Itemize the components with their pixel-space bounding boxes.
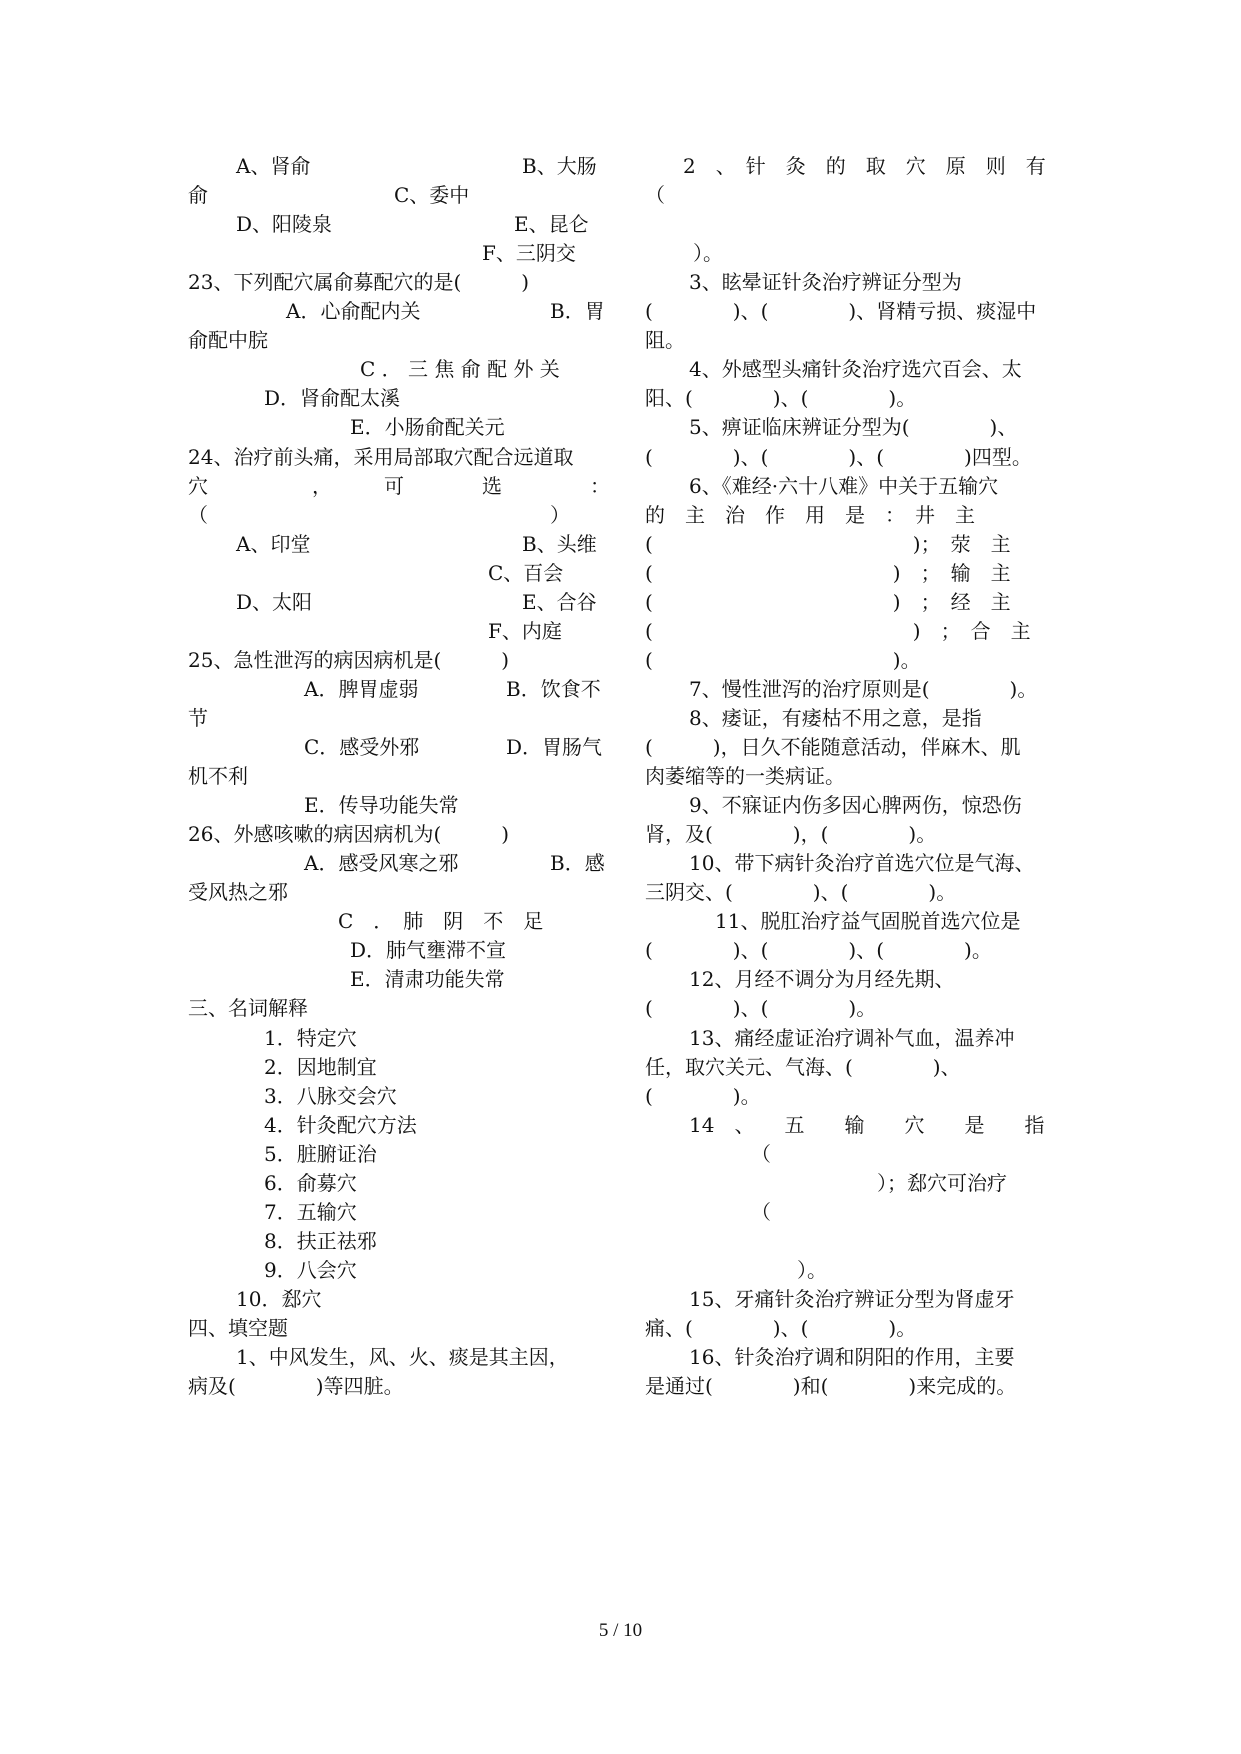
left-text-line: 5．脏腑证治	[264, 1141, 377, 1166]
left-text-line: A．感受风寒之邪	[304, 851, 459, 876]
right-text-line: 15、牙痛针灸治疗辨证分型为肾虚牙	[689, 1286, 1015, 1311]
left-text-line: ：	[590, 473, 610, 498]
right-text-line: ）。	[797, 1257, 827, 1282]
left-text-line: F、三阴交	[482, 241, 576, 266]
right-text-line: 痛、( )、( )。	[645, 1316, 917, 1340]
right-text-line: 8、痿证，有痿枯不用之意，是指	[689, 705, 982, 730]
left-text-line: E．小肠俞配关元	[350, 415, 505, 440]
left-text-line: D、太阳	[236, 589, 313, 614]
left-text-line: C、委中	[394, 183, 470, 208]
right-text-line: （	[645, 183, 665, 208]
left-text-line: 26、外感咳嗽的病因病机为( )	[188, 822, 510, 847]
right-text-line: 任，取穴关元、气海、( )、	[645, 1054, 961, 1079]
right-text-line: 是通过( )和( )来完成的。	[645, 1374, 1017, 1399]
left-text-line: D．胃肠气	[506, 735, 603, 759]
right-text-line: 4、外感型头痛针灸治疗选穴百会、太	[689, 357, 1022, 382]
right-text-line: 三阴交、( )、( )。	[645, 880, 957, 905]
left-text-line: B、头维	[522, 531, 597, 556]
right-text-line: （	[751, 1199, 771, 1224]
left-text-line: （	[188, 502, 208, 527]
left-text-line: 节	[188, 705, 208, 730]
right-text-line: ( ) ； 输 主	[645, 560, 1011, 585]
page-number: 5 / 10	[598, 1620, 643, 1641]
right-text-line: 12、月经不调分为月经先期、	[689, 967, 955, 992]
right-text-line: 14 、 五 输 穴 是 指	[689, 1112, 1045, 1137]
right-text-line: ( ) ； 合 主	[645, 618, 1031, 643]
right-text-line: 9、不寐证内伤多因心脾两伤，惊恐伤	[689, 793, 1022, 818]
right-text-line: ）。	[693, 241, 723, 266]
left-text-line: A．心俞配内关	[286, 299, 421, 324]
left-text-line: 病及( )等四脏。	[188, 1374, 404, 1399]
left-text-line: 受风热之邪	[188, 880, 288, 905]
left-text-line: 机不利	[188, 764, 248, 789]
right-text-line: ( )。	[645, 647, 921, 672]
left-text-line: 7．五输穴	[264, 1199, 357, 1224]
left-text-line: 1、中风发生，风、火、痰是其主因，	[236, 1345, 569, 1370]
right-text-line: 的 主 治 作 用 是 ： 井 主	[645, 502, 975, 527]
left-text-line: B、大肠	[522, 154, 597, 178]
right-text-line: ( )； 荥 主	[645, 531, 1011, 556]
right-text-line: 5、痹证临床辨证分型为( )、	[689, 415, 1018, 440]
right-text-line: 7、慢性泄泻的治疗原则是( )。	[689, 676, 1038, 701]
right-text-line: 13、痛经虚证治疗调补气血，温养冲	[689, 1025, 1015, 1050]
left-text-line: C ． 肺 阴 不 足	[338, 909, 544, 934]
right-text-line: ( )、( )、( )四型。	[645, 444, 1032, 469]
left-text-line: 2．因地制宜	[264, 1054, 377, 1079]
left-text-line: C、百会	[488, 560, 564, 585]
right-text-line: 11、脱肛治疗益气固脱首选穴位是	[715, 909, 1021, 934]
right-text-line: ( )，日久不能随意活动，伴麻木、肌	[645, 735, 1021, 759]
right-text-line: 10、带下病针灸治疗首选穴位是气海、	[689, 851, 1035, 876]
left-text-line: B．胃	[550, 299, 605, 324]
left-text-line: 三、名词解释	[188, 996, 308, 1021]
right-text-line: 阳、( )、( )。	[645, 386, 917, 411]
left-text-line: B．饮食不	[506, 676, 601, 701]
right-text-line: ( )、( )、( )。	[645, 938, 992, 963]
left-text-line: A、肾俞	[236, 154, 311, 178]
right-text-line: 肉萎缩等的一类病证。	[645, 764, 845, 789]
right-text-line: ( )、( )、肾精亏损、痰湿中	[645, 299, 1037, 324]
left-text-line: F、内庭	[488, 618, 562, 643]
left-text-line: B．感	[550, 851, 605, 876]
left-text-line: 4．针灸配穴方法	[264, 1112, 417, 1137]
left-text-line: 9．八会穴	[264, 1257, 357, 1282]
left-text-line: E、合谷	[522, 589, 597, 614]
left-text-line: E、昆仑	[514, 212, 589, 237]
left-text-line: E．清肃功能失常	[350, 967, 505, 992]
left-text-line: 25、急性泄泻的病因病机是( )	[188, 647, 510, 672]
left-text-line: A．脾胃虚弱	[304, 676, 419, 701]
right-text-line: ( )。	[645, 1083, 761, 1108]
right-text-line: （	[751, 1141, 771, 1166]
left-text-line: 选	[482, 473, 502, 498]
right-text-line: 3、眩晕证针灸治疗辨证分型为	[689, 270, 962, 295]
left-text-line: 1．特定穴	[264, 1025, 357, 1050]
right-text-line: ( )、( )。	[645, 996, 877, 1021]
right-text-line: 2 、 针 灸 的 取 穴 原 则 有	[683, 154, 1046, 178]
right-text-line: 阻。	[645, 328, 685, 353]
left-text-line: 23、下列配穴属俞募配穴的是( )	[188, 270, 530, 295]
left-text-line: 24、治疗前头痛，采用局部取穴配合远道取	[188, 444, 574, 469]
left-text-line: 可	[384, 473, 404, 498]
left-text-line: A、印堂	[236, 531, 311, 556]
right-text-line: 肾，及( )，( )。	[645, 822, 937, 847]
left-text-line: ，	[312, 473, 332, 498]
left-text-line: 10．郄穴	[236, 1286, 322, 1311]
left-text-line: 6．俞募穴	[264, 1170, 357, 1195]
right-text-line: 6、《难经·六十八难》中关于五输穴	[689, 473, 999, 498]
left-text-line: 四、填空题	[188, 1316, 288, 1340]
right-text-line: ）；郄穴可治疗	[877, 1170, 1007, 1195]
right-text-line: ( ) ； 经 主	[645, 589, 1011, 614]
left-text-line: C ． 三 焦 俞 配 外 关	[360, 357, 560, 382]
left-text-line: 俞配中脘	[188, 328, 268, 353]
left-text-line: D．肾俞配太溪	[264, 386, 401, 411]
left-text-line: 3．八脉交会穴	[264, 1083, 397, 1108]
left-text-line: C．感受外邪	[304, 735, 420, 759]
right-text-line: 16、针灸治疗调和阴阳的作用，主要	[689, 1345, 1015, 1370]
left-text-line: D．肺气壅滞不宣	[350, 938, 507, 963]
left-text-line: D、阳陵泉	[236, 212, 333, 237]
left-text-line: 俞	[188, 183, 208, 208]
left-text-line: 8．扶正祛邪	[264, 1228, 377, 1253]
left-text-line: 穴	[188, 473, 208, 498]
left-text-line: E．传导功能失常	[304, 793, 459, 818]
left-text-line: ）	[550, 502, 570, 527]
